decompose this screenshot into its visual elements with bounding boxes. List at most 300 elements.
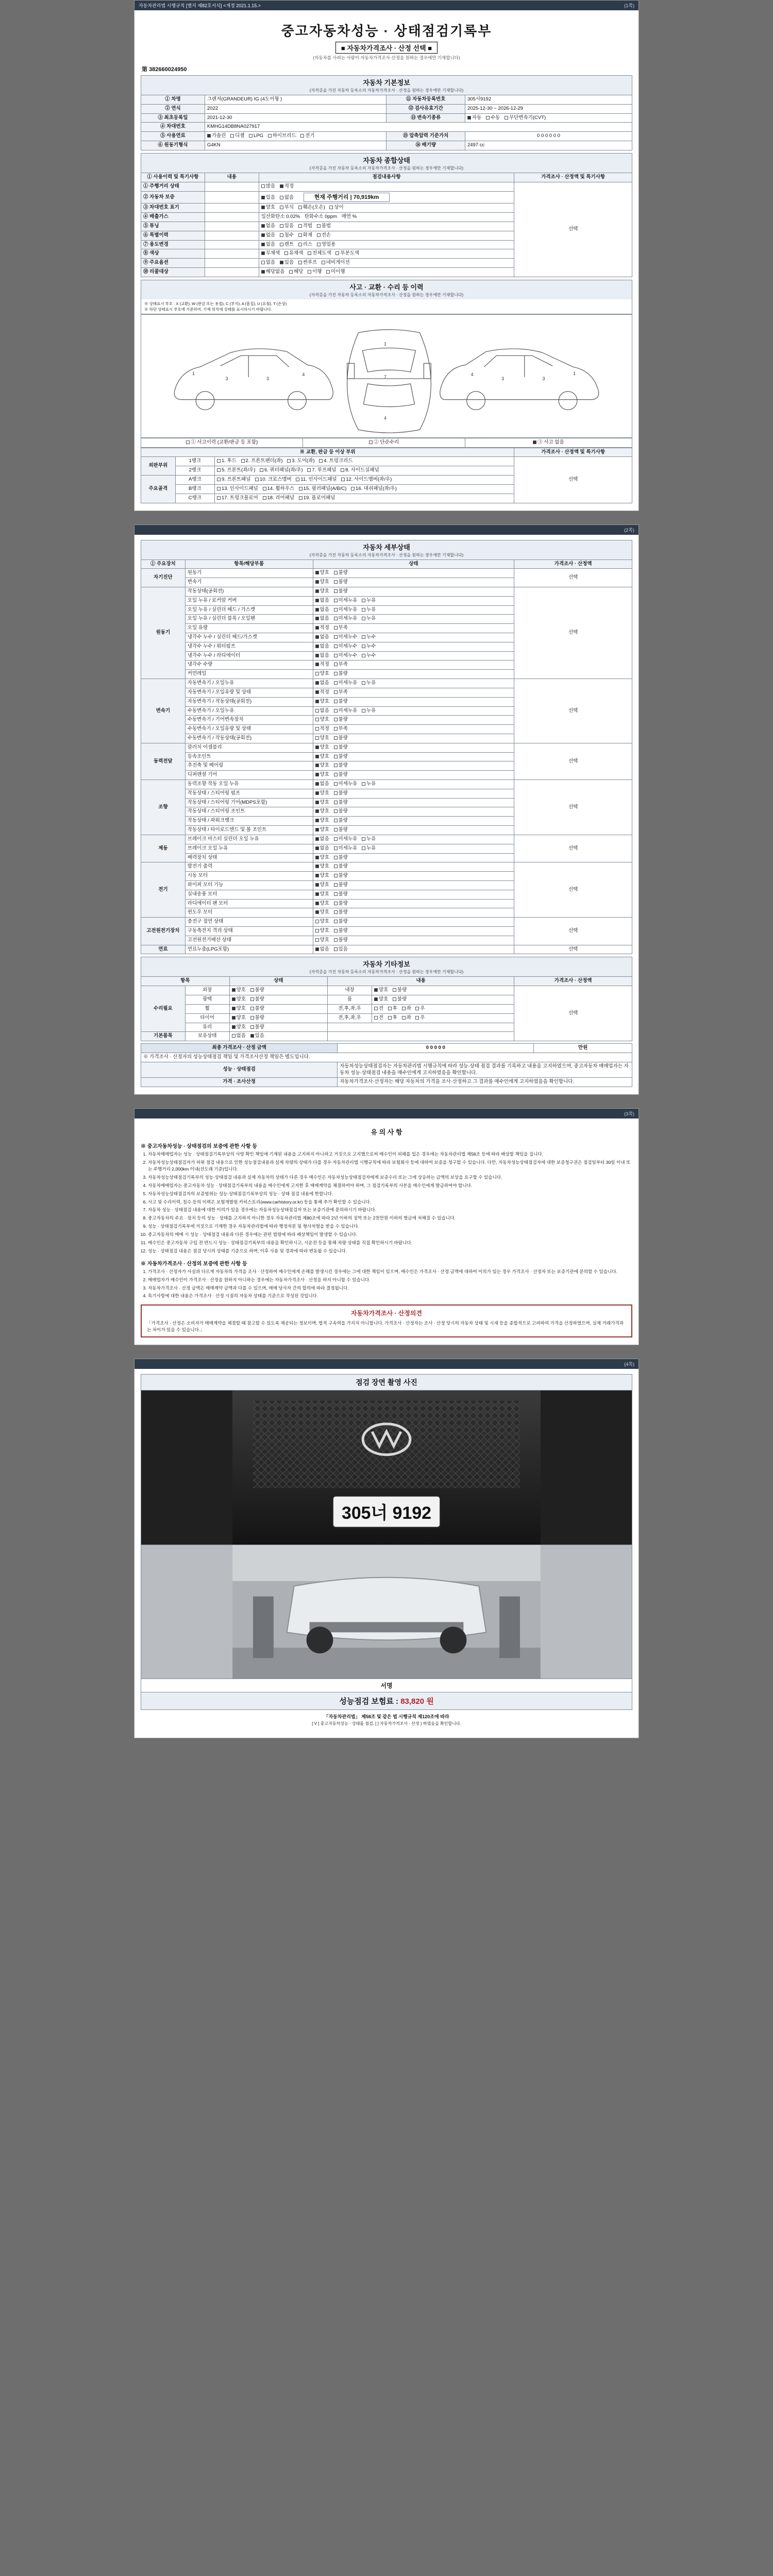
legend-simple-repair: ② 단순수리 bbox=[303, 438, 465, 447]
checkbox-fuel-hybrid[interactable] bbox=[268, 134, 272, 138]
price-opinion-box bbox=[141, 1304, 632, 1337]
checkbox-warranty-yes[interactable] bbox=[261, 196, 265, 199]
checkbox-good[interactable] bbox=[232, 1007, 236, 1010]
checkbox-good[interactable] bbox=[315, 902, 319, 905]
group-selfdiag: 자기진단 bbox=[141, 569, 186, 587]
checkbox-yes[interactable] bbox=[250, 1034, 254, 1038]
checkbox-micro-leak[interactable] bbox=[334, 608, 338, 612]
checkbox-none[interactable] bbox=[315, 846, 319, 850]
state-engine-5: 없음 미세누수 누수 bbox=[313, 633, 514, 642]
checkbox-bad[interactable] bbox=[334, 938, 338, 942]
table-row bbox=[141, 182, 632, 191]
table-row bbox=[141, 95, 632, 105]
value-engine-type: G4KN bbox=[205, 141, 386, 150]
checkbox-good[interactable] bbox=[315, 938, 319, 942]
row-check-vin-mark: 양호 부식 훼손(오손) 상이 bbox=[259, 204, 514, 213]
value-car-name: 그랜저(GRANDEUR) IG (4도어형 ) bbox=[205, 95, 386, 105]
label-displacement: ⑭ 배기량 bbox=[386, 141, 465, 150]
checkbox-part-quarter[interactable] bbox=[260, 468, 263, 472]
price-other: 선택 bbox=[514, 986, 632, 1041]
item-room: 룸 bbox=[328, 995, 372, 1005]
checkbox-vin-corroded[interactable] bbox=[280, 206, 283, 209]
checkbox-bad[interactable] bbox=[334, 874, 338, 877]
svg-text:3: 3 bbox=[542, 376, 545, 381]
checkbox-use-rent[interactable] bbox=[280, 243, 283, 246]
checkbox-part-insidepanel[interactable] bbox=[296, 478, 299, 481]
checkbox-bad[interactable] bbox=[334, 718, 338, 721]
checkbox-bad[interactable] bbox=[334, 902, 338, 905]
item-steer-1: 작동상태 / 스티어링 펌프 bbox=[185, 789, 313, 798]
table-header-row bbox=[141, 560, 632, 569]
page-4 bbox=[134, 1359, 639, 1738]
checkbox-bad[interactable] bbox=[334, 580, 338, 584]
checkbox-leak[interactable] bbox=[362, 599, 365, 602]
checkbox-bad[interactable] bbox=[334, 745, 338, 749]
checkbox-leak[interactable] bbox=[362, 617, 365, 620]
item-power-3: 디퍼렌셜 기어 bbox=[185, 771, 313, 780]
checkbox-bad[interactable] bbox=[393, 997, 396, 1001]
parts-items-a: 9. 프론트패널 10. 크로스멤버 11. 인사이드패널 12. 사이드멤버(좌/우) bbox=[214, 476, 514, 485]
checkbox-legend-simple[interactable] bbox=[369, 440, 373, 444]
checkbox-left[interactable] bbox=[402, 1007, 406, 1010]
list-item: 1. 자동차매매업자는 성능 · 상태점검기록부상의 사양 확인 책임에 기재된 내용을 고지하지 아니하고 거짓으로 고지했으로써 매수인이 피해를 입은 경우에는 자동차관리법 제58조 등에 따라 배상할 책임을 집니다. bbox=[148, 1151, 632, 1158]
checkbox-none[interactable] bbox=[315, 709, 319, 713]
checkbox-none[interactable] bbox=[315, 681, 319, 685]
checkbox-good[interactable] bbox=[374, 997, 378, 1001]
checkbox-option-sunroof[interactable] bbox=[298, 261, 302, 264]
row-label-vin-mark: ③ 차대번호 표기 bbox=[141, 204, 205, 213]
footer-line-2: [ V ] 중고자동차성능 · 상태를 점검, [ ] 자동차가격조사 · 산정 ) 하였음을 확인합니다. bbox=[312, 1721, 461, 1726]
footer-line-1: 「자동차관리법」 제58조 및 같은 법 시행규칙 제120조에 따라 bbox=[324, 1714, 449, 1720]
row-check-recall: 해당없음 해당 이행 미이행 bbox=[259, 268, 514, 277]
checkbox-bad[interactable] bbox=[334, 910, 338, 914]
svg-text:1: 1 bbox=[192, 370, 195, 376]
checkbox-special-total[interactable] bbox=[317, 233, 321, 237]
checkbox-part-pillar[interactable] bbox=[299, 487, 303, 490]
list-item: 11. 매수인은 중고자동차 구입 전 반드시 성능 · 상태점검기록부의 내용을 확인하시고, 시운전 등을 통해 차량 상태를 직접 확인하시기 바랍니다. bbox=[148, 1240, 632, 1246]
checkbox-color-part-paint[interactable] bbox=[335, 251, 339, 255]
checkbox-bad[interactable] bbox=[334, 791, 338, 795]
checkbox-part-dashpanel[interactable] bbox=[351, 487, 355, 490]
checkbox-good[interactable] bbox=[315, 874, 319, 877]
checkbox-bad[interactable] bbox=[334, 856, 338, 859]
checkbox-good[interactable] bbox=[315, 672, 319, 675]
state-steer-4: 양호 불량 bbox=[313, 817, 514, 826]
section-accident-title: 사고 · 교환 · 수리 등 이력 bbox=[141, 280, 632, 292]
col-main-device: ① 주요장치 bbox=[141, 560, 186, 569]
item-steer-3: 작동상태 / 스티어링 조인트 bbox=[185, 807, 313, 817]
state-steer-0: 없음 미세누유 누유 bbox=[313, 780, 514, 789]
checkbox-front[interactable] bbox=[374, 1016, 378, 1020]
checkbox-option-none[interactable] bbox=[261, 261, 265, 264]
checkbox-low[interactable] bbox=[334, 626, 338, 630]
checkbox-bad[interactable] bbox=[334, 828, 338, 832]
checkbox-special-flood[interactable] bbox=[280, 233, 283, 237]
checkbox-low[interactable] bbox=[334, 690, 338, 694]
checkbox-good[interactable] bbox=[315, 736, 319, 740]
checkbox-good[interactable] bbox=[315, 745, 319, 749]
checkbox-part-door[interactable] bbox=[287, 459, 291, 463]
checkbox-special-none[interactable] bbox=[261, 233, 265, 237]
item-power-0: 클러치 어셈블리 bbox=[185, 743, 313, 752]
photo-front-svg bbox=[141, 1391, 632, 1545]
checkbox-tuning-yes[interactable] bbox=[280, 224, 283, 228]
checkbox-tuning-none[interactable] bbox=[261, 224, 265, 228]
label-transmission: ⑬ 변속기종류 bbox=[386, 113, 465, 123]
checkbox-fuel-lpg[interactable] bbox=[249, 134, 253, 138]
checkbox-good[interactable] bbox=[315, 883, 319, 887]
checkbox-front[interactable] bbox=[374, 1007, 378, 1010]
page-4-topbar bbox=[135, 1359, 638, 1369]
state-wheel-pos: 전 후 좌 우 bbox=[372, 1004, 514, 1013]
item-wheel-pos: 전,후,좌,우 bbox=[328, 1004, 372, 1013]
table-row bbox=[141, 1078, 632, 1087]
state-wheel: 양호 불량 bbox=[229, 1004, 328, 1013]
checkbox-leak[interactable] bbox=[362, 681, 365, 685]
item-power-2: 추진축 및 베어링 bbox=[185, 761, 313, 771]
item-interior: 내장 bbox=[328, 986, 372, 995]
row-check-color: 무채색 유채색 전체도색 부분도색 bbox=[259, 249, 514, 259]
table-row bbox=[141, 132, 632, 141]
checkbox-good[interactable] bbox=[315, 929, 319, 933]
checkbox-part-trunkfloor[interactable] bbox=[217, 496, 221, 500]
checkbox-good[interactable] bbox=[315, 819, 319, 822]
table-row bbox=[141, 141, 632, 150]
checkbox-leak[interactable] bbox=[362, 608, 365, 612]
checkbox-tuning-legal[interactable] bbox=[298, 224, 302, 228]
checkbox-ok[interactable] bbox=[315, 663, 319, 666]
checkbox-option-navi[interactable] bbox=[322, 261, 325, 264]
checkbox-none[interactable] bbox=[315, 782, 319, 786]
checkbox-color-full-paint[interactable] bbox=[308, 251, 311, 255]
page-title: 중고자동차성능 · 상태점검기록부 bbox=[281, 23, 492, 39]
checkbox-none[interactable] bbox=[315, 635, 319, 639]
svg-text:4: 4 bbox=[470, 371, 474, 377]
checkbox-fuel-ev[interactable] bbox=[300, 134, 304, 138]
checkbox-good[interactable] bbox=[315, 580, 319, 584]
state-elec-1: 양호 불량 bbox=[313, 872, 514, 881]
checkbox-fuel-diesel[interactable] bbox=[230, 134, 234, 138]
state-basic-hold: 없음 있음 bbox=[229, 1032, 328, 1041]
checkbox-low[interactable] bbox=[334, 727, 338, 731]
checkbox-bad[interactable] bbox=[250, 1025, 254, 1029]
checkbox-bad[interactable] bbox=[334, 589, 338, 593]
checkbox-bad[interactable] bbox=[334, 736, 338, 740]
checkbox-bad[interactable] bbox=[334, 920, 338, 923]
checkbox-legend-none[interactable] bbox=[533, 440, 536, 444]
checkbox-good[interactable] bbox=[315, 856, 319, 859]
row-check-usechange: 없음 렌트 리스 영업용 bbox=[259, 240, 514, 249]
checkbox-part-floorpanel[interactable] bbox=[299, 496, 303, 500]
checkbox-recall-done[interactable] bbox=[308, 270, 311, 274]
checkbox-bad[interactable] bbox=[334, 700, 338, 703]
confirm-text-2: 자동차가격조사·산정자는 해당 자동차의 가격을 조사·산정하고 그 결과를 매수인에게 고지하였음을 확인합니다. bbox=[338, 1078, 632, 1087]
checkbox-part-crossmember[interactable] bbox=[255, 478, 259, 481]
item-engine-8: 냉각수 수량 bbox=[185, 660, 313, 670]
col-other-state: 상태 bbox=[229, 977, 328, 986]
col-other-price: 가격조사 · 산정액 bbox=[514, 977, 632, 986]
checkbox-bad[interactable] bbox=[250, 997, 254, 1001]
checkbox-special-fire[interactable] bbox=[298, 233, 302, 237]
checkbox-micro-leak[interactable] bbox=[334, 782, 338, 786]
checkbox-bad[interactable] bbox=[334, 865, 338, 868]
item-tire-pos: 전,후,좌,우 bbox=[328, 1013, 372, 1023]
checkbox-use-lease[interactable] bbox=[298, 243, 302, 246]
group-fuel: 연료 bbox=[141, 945, 186, 954]
checkbox-use-none[interactable] bbox=[261, 243, 265, 246]
checkbox-yes[interactable] bbox=[334, 947, 338, 951]
checkbox-leak[interactable] bbox=[362, 635, 365, 639]
checkbox-color-achromatic[interactable] bbox=[261, 251, 265, 255]
checkbox-part-hood[interactable] bbox=[217, 459, 221, 463]
item-brake-1: 브레이크 오일 누유 bbox=[185, 844, 313, 853]
checkbox-auto[interactable] bbox=[467, 116, 471, 120]
checkbox-good[interactable] bbox=[315, 828, 319, 832]
checkbox-micro-leak[interactable] bbox=[334, 846, 338, 850]
item-steer-4: 작동상태 / 파워크랭크 bbox=[185, 817, 313, 826]
col-content: 내용 bbox=[205, 173, 259, 182]
checkbox-recall-notdone[interactable] bbox=[326, 270, 330, 274]
group-transmission: 변속기 bbox=[141, 679, 186, 743]
checkbox-micro-leak[interactable] bbox=[334, 599, 338, 602]
notice-section-1: ※ 중고자동차성능 · 상태점검의 보증에 관한 사항 등 bbox=[141, 1144, 257, 1150]
page-number-4: (4쪽) bbox=[624, 1362, 634, 1367]
checkbox-none[interactable] bbox=[315, 947, 319, 951]
state-elec-2: 양호 불량 bbox=[313, 880, 514, 890]
fee-label: 성능점검 보험료 : bbox=[339, 1697, 399, 1706]
checkbox-manual[interactable] bbox=[486, 116, 490, 120]
checkbox-leak[interactable] bbox=[362, 846, 365, 850]
checkbox-bad[interactable] bbox=[250, 1007, 254, 1010]
checkbox-vin-different[interactable] bbox=[329, 206, 333, 209]
checkbox-part-wheelhouse[interactable] bbox=[263, 487, 266, 490]
checkbox-good[interactable] bbox=[315, 571, 319, 574]
label-year: ② 연식 bbox=[141, 104, 205, 113]
checkbox-micro-leak[interactable] bbox=[334, 681, 338, 685]
checkbox-good[interactable] bbox=[315, 910, 319, 914]
col-state: 상태 bbox=[313, 560, 514, 569]
checkbox-rear[interactable] bbox=[388, 1007, 392, 1010]
checkbox-good[interactable] bbox=[232, 997, 236, 1001]
checkbox-micro-leak[interactable] bbox=[334, 654, 338, 657]
checkbox-part-sidesill[interactable] bbox=[341, 468, 344, 472]
checkbox-recall-na[interactable] bbox=[261, 270, 265, 274]
state-trans-0: 없음 미세누유 누유 bbox=[313, 679, 514, 688]
checkbox-use-biz[interactable] bbox=[317, 243, 321, 246]
checkbox-bad[interactable] bbox=[250, 1016, 254, 1020]
item-engine-5: 냉각수 누수 / 실린더 헤드/가스켓 bbox=[185, 633, 313, 642]
checkbox-bad[interactable] bbox=[334, 809, 338, 813]
state-engine-7: 없음 미세누수 누수 bbox=[313, 651, 514, 660]
checkbox-bad[interactable] bbox=[334, 773, 338, 776]
checkbox-left[interactable] bbox=[402, 1016, 406, 1020]
section-other-note: (자격증을 가진 자동차 등록소의 자동차가격조사 · 산정을 원하는 경우에만 기재합니다) bbox=[141, 969, 632, 976]
form-legal-ref: 자동차관리법 시행규칙 [별지 제82호서식] <개정 2021.1.15.> bbox=[139, 3, 261, 8]
checkbox-mileage-ok[interactable] bbox=[280, 184, 283, 188]
state-trans-2: 양호 불량 bbox=[313, 697, 514, 706]
checkbox-ok[interactable] bbox=[315, 727, 319, 731]
checkbox-part-trunklid[interactable] bbox=[319, 459, 323, 463]
page-subtitle: ■ 자동차가격조사 · 산정 선택 ■ bbox=[141, 41, 632, 55]
checkbox-bad[interactable] bbox=[334, 801, 338, 804]
group-engine: 원동기 bbox=[141, 587, 186, 679]
parts-items-1: 1. 후드 2. 프론트펜더(좌) 3. 도어(좌) 4. 트렁크리드 bbox=[214, 457, 514, 466]
group-basic-items: 기본품목 bbox=[141, 1032, 186, 1041]
checkbox-legend-accident[interactable] bbox=[186, 440, 190, 444]
checkbox-good[interactable] bbox=[315, 791, 319, 795]
checkbox-vin-damaged[interactable] bbox=[298, 206, 302, 209]
table-row bbox=[141, 457, 632, 466]
checkbox-good[interactable] bbox=[315, 801, 319, 804]
checkbox-recall-yes[interactable] bbox=[289, 270, 293, 274]
checkbox-bad[interactable] bbox=[393, 988, 396, 992]
checkbox-none[interactable] bbox=[315, 654, 319, 657]
table-row bbox=[141, 918, 632, 927]
checkbox-micro-leak[interactable] bbox=[334, 645, 338, 648]
section-overall-title: 자동차 종합상태 bbox=[141, 153, 632, 165]
checkbox-leak[interactable] bbox=[362, 654, 365, 657]
checkbox-micro-leak[interactable] bbox=[334, 635, 338, 639]
checkbox-good[interactable] bbox=[232, 1025, 236, 1029]
checkbox-good[interactable] bbox=[315, 764, 319, 767]
group-brake: 제동 bbox=[141, 835, 186, 862]
checkbox-good[interactable] bbox=[315, 755, 319, 758]
checkbox-bad[interactable] bbox=[334, 929, 338, 933]
table-header-row bbox=[141, 173, 632, 182]
checkbox-good[interactable] bbox=[315, 865, 319, 868]
checkbox-bad[interactable] bbox=[334, 892, 338, 896]
page-2-topbar bbox=[135, 525, 638, 535]
checkbox-rear[interactable] bbox=[388, 1016, 392, 1020]
checkbox-bad[interactable] bbox=[334, 672, 338, 675]
checkbox-tuning-illegal[interactable] bbox=[317, 224, 321, 228]
checkbox-none[interactable] bbox=[315, 599, 319, 602]
checkbox-part-frontfender[interactable] bbox=[241, 459, 245, 463]
checkbox-vin-good[interactable] bbox=[261, 206, 265, 209]
checkbox-low[interactable] bbox=[334, 663, 338, 666]
checkbox-color-chromatic[interactable] bbox=[284, 251, 288, 255]
label-car-name: ① 차명 bbox=[141, 95, 205, 105]
checkbox-bad[interactable] bbox=[334, 571, 338, 574]
checkbox-good[interactable] bbox=[315, 773, 319, 776]
checkbox-part-sidemember[interactable] bbox=[341, 478, 345, 481]
section-basic-note: (자격증을 가진 자동차 등록소의 자동차가격조사 · 산정을 원하는 경우에만 기재합니다) bbox=[141, 88, 632, 95]
checkbox-micro-leak[interactable] bbox=[334, 617, 338, 620]
list-item: 6. 사고 및 수리이력, 침수 등의 이력은 보험개발원 카히스토리(www.carhistory.or.kr) 등을 통해 추가 확인할 수 있습니다. bbox=[148, 1199, 632, 1206]
table-row bbox=[141, 679, 632, 688]
row-content-options bbox=[205, 259, 259, 268]
state-glass-note bbox=[328, 1023, 514, 1032]
checkbox-good[interactable] bbox=[315, 718, 319, 721]
checkbox-good[interactable] bbox=[232, 1016, 236, 1020]
state-steer-1: 양호 불량 bbox=[313, 789, 514, 798]
checkbox-bad[interactable] bbox=[334, 755, 338, 758]
checkbox-option-yes[interactable] bbox=[280, 261, 283, 264]
state-basic-note bbox=[328, 1032, 514, 1041]
item-engine-9: 커먼레일 bbox=[185, 670, 313, 679]
checkbox-leak[interactable] bbox=[362, 782, 365, 786]
row-content-vin-mark bbox=[205, 204, 259, 213]
checkbox-good[interactable] bbox=[374, 988, 378, 992]
item-exterior: 외장 bbox=[185, 986, 229, 995]
checkbox-part-roof[interactable] bbox=[307, 468, 311, 472]
confirm-label-1: 성능 · 상태점검 bbox=[141, 1062, 338, 1078]
row-check-warranty: 있음 없음 현재 주행거리 | 70,919km bbox=[259, 191, 514, 204]
item-trans-1: 자동변속기 / 오일유량 및 상태 bbox=[185, 688, 313, 697]
checkbox-none[interactable] bbox=[315, 645, 319, 648]
parts-items-c: 17. 트렁크플로어 18. 리어패널 19. 플로어패널 bbox=[214, 494, 514, 503]
checkbox-fuel-gasoline[interactable] bbox=[207, 134, 211, 138]
checkbox-leak[interactable] bbox=[362, 837, 365, 841]
checkbox-micro-leak[interactable] bbox=[334, 837, 338, 841]
section-other-title: 자동차 기타정보 bbox=[141, 957, 632, 969]
list-item: 10. 중고자동차의 매매 시 성능 · 상태점검 내용과 다른 경우에는 관련 법령에 따라 배상책임이 발생할 수 있습니다. bbox=[148, 1231, 632, 1238]
checkbox-none[interactable] bbox=[315, 608, 319, 612]
label-vin: ④ 차대번호 bbox=[141, 123, 205, 132]
checkbox-ok[interactable] bbox=[315, 690, 319, 694]
checkbox-semi[interactable] bbox=[505, 116, 508, 120]
notice-list-1 bbox=[141, 1151, 632, 1255]
checkbox-good[interactable] bbox=[315, 700, 319, 703]
parts-header: ※ 교환, 판금 등 이상 부위 bbox=[141, 448, 514, 457]
checkbox-leak[interactable] bbox=[362, 645, 365, 648]
checkbox-bad[interactable] bbox=[334, 819, 338, 822]
checkbox-micro-leak[interactable] bbox=[334, 709, 338, 713]
item-elec-0: 발전기 출력 bbox=[185, 862, 313, 872]
state-hv-0: 양호 불량 bbox=[313, 918, 514, 927]
price-selfdiag: 선택 bbox=[514, 569, 632, 587]
checkbox-mileage-many[interactable] bbox=[261, 184, 265, 188]
checkbox-none[interactable] bbox=[232, 1034, 236, 1038]
checkbox-ok[interactable] bbox=[315, 626, 319, 630]
item-trans-6: 수동변속기 / 작동상태(공회전) bbox=[185, 734, 313, 743]
checkbox-leak[interactable] bbox=[362, 709, 365, 713]
checkbox-bad[interactable] bbox=[334, 883, 338, 887]
checkbox-good[interactable] bbox=[315, 920, 319, 923]
row-check-mileage: 많음 적정 bbox=[259, 182, 514, 191]
checkbox-part-front[interactable] bbox=[217, 468, 221, 472]
list-item: 3. 자동차가격조사 · 산정 금액은 매매계약 금액과 다를 수 있으며, 매매 당사자 간의 합의에 따라 결정됩니다. bbox=[148, 1285, 632, 1292]
checkbox-none[interactable] bbox=[315, 837, 319, 841]
checkbox-good[interactable] bbox=[315, 809, 319, 813]
checkbox-bad[interactable] bbox=[250, 988, 254, 992]
parts-group-frame: 주요골격 bbox=[141, 476, 176, 503]
fuel-options: 가솔린 디젤 LPG 하이브리드 전기 bbox=[205, 132, 386, 141]
label-approval: ⑮ 압축압력 기준가치 bbox=[386, 132, 465, 141]
checkbox-right[interactable] bbox=[415, 1007, 419, 1010]
checkbox-warranty-no[interactable] bbox=[280, 196, 283, 199]
checkbox-part-frontpanel[interactable] bbox=[217, 478, 221, 481]
checkbox-right[interactable] bbox=[415, 1016, 419, 1020]
value-displacement: 2497 cc bbox=[465, 141, 632, 150]
value-inspection: 2025-12-30 ~ 2026-12-29 bbox=[465, 104, 632, 113]
checkbox-none[interactable] bbox=[315, 617, 319, 620]
state-polish: 양호 불량 bbox=[229, 995, 328, 1005]
state-steer-3: 양호 불량 bbox=[313, 807, 514, 817]
checkbox-bad[interactable] bbox=[334, 764, 338, 767]
checkbox-part-inside2[interactable] bbox=[217, 487, 221, 490]
other-info-table bbox=[141, 976, 632, 1041]
table-row bbox=[141, 862, 632, 872]
checkbox-good[interactable] bbox=[315, 892, 319, 896]
checkbox-good[interactable] bbox=[315, 589, 319, 593]
detail-state-table bbox=[141, 560, 632, 955]
checkbox-good[interactable] bbox=[232, 988, 236, 992]
checkbox-part-rearpanel[interactable] bbox=[263, 496, 266, 500]
parts-items-b: 13. 인사이드패널 14. 휠하우스 15. 필러패널(A/B/C) 16. 대쉬패널(좌/우) bbox=[214, 484, 514, 494]
item-elec-4: 라디에이터 팬 모터 bbox=[185, 899, 313, 908]
table-row bbox=[141, 123, 632, 132]
